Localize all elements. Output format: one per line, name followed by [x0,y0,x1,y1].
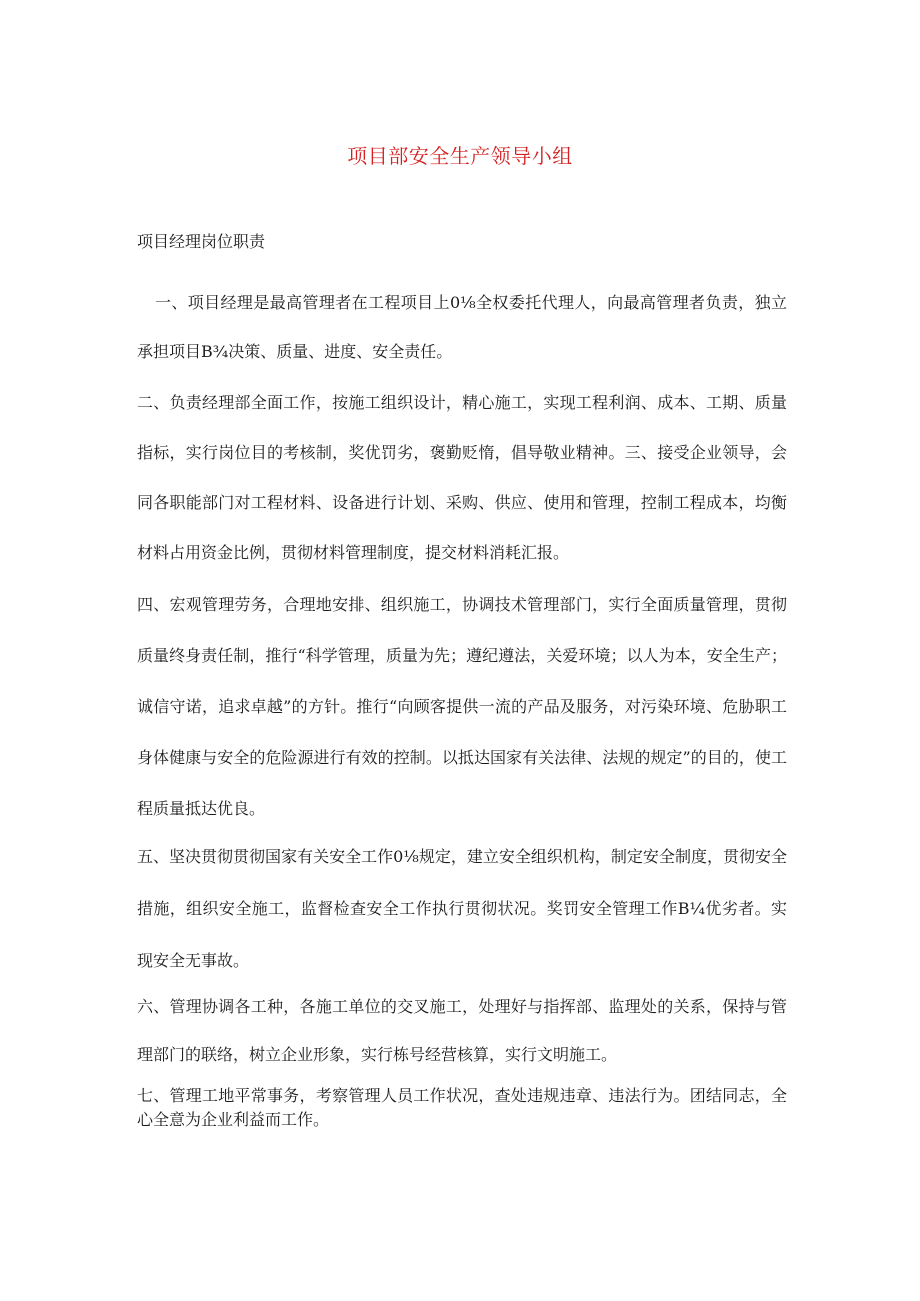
duty-paragraph-7: 七、管理工地平常事务，考察管理人员工作状况，查处违规违章、违法行为。团结同志，全心全意为企业利益而工作。 [137,1086,787,1129]
section-heading: 项目经理岗位职责 [137,232,266,251]
duty-paragraph-4: 四、宏观管理劳务，合理地安排、组织施工，协调技术管理部门，实行全面质量管理，贯彻质量终身责任制，推行“科学管理，质量为先；遵纪遵法，关爱环境；以人为本，安全生产；诚信守诺，追求卓越”的方针。推行“向顾客提供一流的产品及服务，对污染环境、危胁职工身体健康与安全的危险源进行有效的控制。以抵达国家有关法律、法规的规定”的目的，使工程质量抵达优良。 [137,595,787,818]
duty-paragraph-1: 一、项目经理是最高管理者在工程项目上0⅛全权委托代理人，向最高管理者负责，独立承担项目B¾决策、质量、进度、安全责任。 [137,293,787,361]
page-title: 项目部安全生产领导小组 [347,144,573,168]
duty-paragraph-5: 五、坚决贯彻贯彻国家有关安全工作0⅛规定，建立安全组织机构，制定安全制度，贯彻安全措施，组织安全施工，监督检查安全工作执行贯彻状况。奖罚安全管理工作B¼优劣者。实现安全无事故。 [137,847,787,970]
duty-paragraph-2: 二、负责经理部全面工作，按施工组织设计，精心施工，实现工程利润、成本、工期、质量指标，实行岗位目的考核制，奖优罚劣，褒勤贬惰，倡导敬业精神。三、接受企业领导，会同各职能部门对工程材料、设备进行计划、采购、供应、使用和管理，控制工程成本，均衡材料占用资金比例，贯彻材料管理制度，提交材料消耗汇报。 [137,393,787,562]
duty-paragraph-6: 六、管理协调各工种，各施工单位的交叉施工，处理好与指挥部、监理处的关系，保持与管理部门的联络，树立企业形象，实行栋号经营核算，实行文明施工。 [137,997,787,1064]
